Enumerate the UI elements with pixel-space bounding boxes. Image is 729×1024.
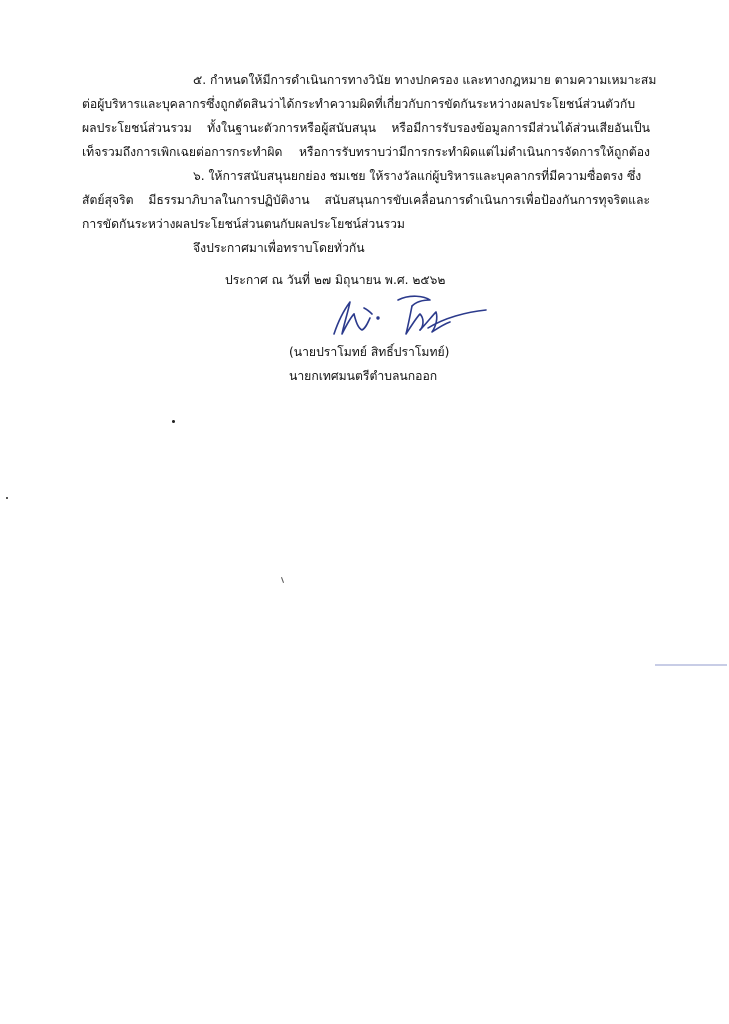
paragraph-5-line-4: เท็จรวมถึงการเพิกเฉยต่อการกระทำผิด หรือการรับทราบว่ามีการกระทำผิดแต่ไม่ดำเนินการจัดการให้ถูกต้อง <box>82 145 650 159</box>
paragraph-6-line-1: ๖. ให้การสนับสนุนยกย่อง ชมเชย ให้รางวัลแก่ผู้บริหารและบุคลากรที่มีความซื่อตรง ซึ่ง <box>193 169 642 183</box>
scan-scratch <box>281 577 284 583</box>
closing-statement: จึงประกาศมาเพื่อทราบโดยทั่วกัน <box>193 241 365 255</box>
paragraph-5-line-2: ต่อผู้บริหารและบุคลากรซึ่งถูกตัดสินว่าได้กระทำความผิดที่เกี่ยวกับการขัดกันระหว่างผลประโยชน์ส่วนตัวกับ <box>82 97 636 111</box>
scan-speck <box>6 497 8 499</box>
signatory-position: นายกเทศมนตรีตำบลนกออก <box>289 369 438 383</box>
scan-speck <box>172 420 175 423</box>
signature-image <box>320 288 490 346</box>
paragraph-6-line-3: การขัดกันระหว่างผลประโยชน์ส่วนตนกับผลประโยชน์ส่วนรวม <box>82 217 405 231</box>
paragraph-5-line-3: ผลประโยชน์ส่วนรวม ทั้งในฐานะตัวการหรือผู้สนับสนุน หรือมีการรับรองข้อมูลการมีส่วนได้ส่วนเสียอันเป็น <box>82 121 650 135</box>
signatory-name: (นายปราโมทย์ สิทธิ์ปราโมทย์) <box>289 345 450 359</box>
scan-edge-mark <box>655 664 727 666</box>
announcement-date: ประกาศ ณ วันที่ ๒๗ มิถุนายน พ.ศ. ๒๕๖๒ <box>225 273 446 287</box>
paragraph-6-line-2: สัตย์สุจริต มีธรรมาภิบาลในการปฏิบัติงาน สนับสนุนการขับเคลื่อนการดำเนินการเพื่อป้องกันการทุจริตและ <box>82 193 650 207</box>
paragraph-5-line-1: ๕. กำหนดให้มีการดำเนินการทางวินัย ทางปกครอง และทางกฎหมาย ตามความเหมาะสม <box>193 73 657 87</box>
